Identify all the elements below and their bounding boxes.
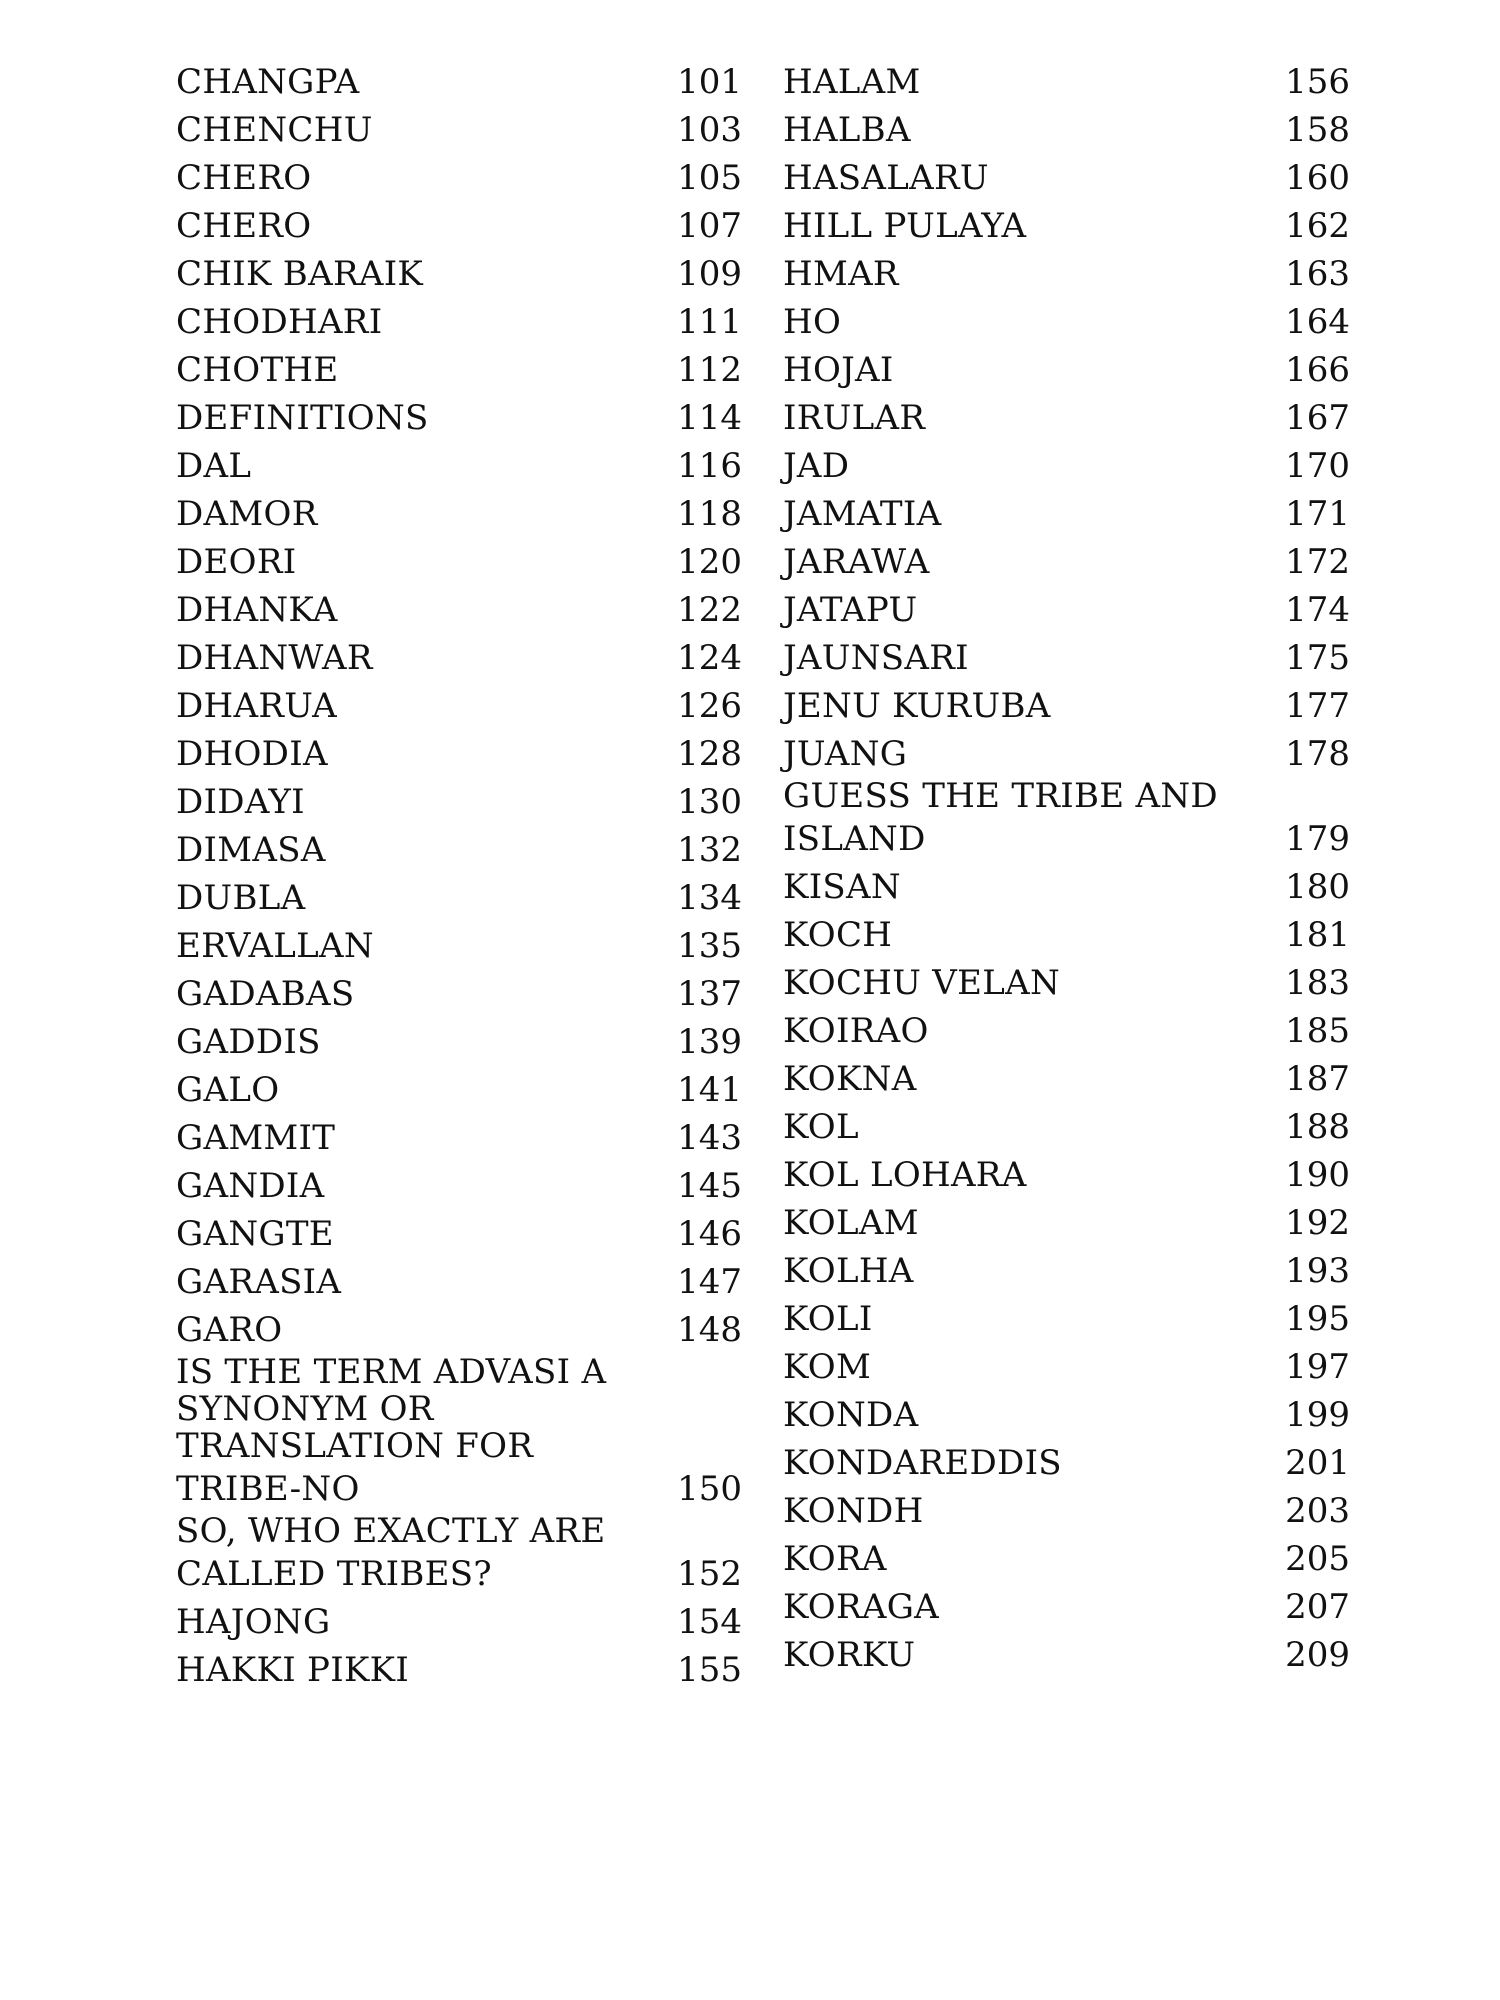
toc-entry-page: 105: [677, 158, 742, 198]
toc-entry-title: DHODIA: [176, 734, 328, 774]
toc-entry-page: 199: [1285, 1395, 1350, 1435]
toc-entry-page: 122: [677, 590, 742, 630]
toc-left-column: [176, 58, 742, 1694]
toc-line: [783, 863, 1350, 911]
toc-entry-title: DIDAYI: [176, 782, 305, 822]
toc-entry-title: TRANSLATION FOR: [176, 1426, 534, 1466]
toc-entry[interactable]: [783, 1151, 1350, 1199]
toc-line: [783, 1343, 1350, 1391]
toc-line: [176, 1018, 742, 1066]
toc-entry-page: 130: [677, 782, 742, 822]
toc-line: [783, 394, 1350, 442]
toc-line: [783, 1583, 1350, 1631]
toc-entry-page: 195: [1285, 1299, 1350, 1339]
toc-entry-title: HMAR: [783, 254, 899, 294]
toc-entry-page: 209: [1285, 1635, 1350, 1675]
toc-entry-page: 126: [677, 686, 742, 726]
toc-line: [176, 106, 742, 154]
toc-entry-multiline[interactable]: [176, 1354, 742, 1513]
toc-entry-page: 203: [1285, 1491, 1350, 1531]
toc-entry[interactable]: [783, 1391, 1350, 1439]
toc-entry-page: 143: [677, 1118, 742, 1158]
toc-entry-title: CHERO: [176, 206, 312, 246]
toc-entry-page: 185: [1285, 1011, 1350, 1051]
toc-entry-title: HALAM: [783, 62, 921, 102]
toc-entry-page: 192: [1285, 1203, 1350, 1243]
toc-entry-title: JAMATIA: [783, 494, 942, 534]
toc-line: [783, 1439, 1350, 1487]
toc-entry[interactable]: [783, 1583, 1350, 1631]
toc-line: [176, 346, 742, 394]
toc-entry-page: 147: [677, 1262, 742, 1302]
toc-entry[interactable]: [176, 634, 742, 682]
toc-entry-title: KISAN: [783, 867, 901, 907]
toc-entry-page: 107: [677, 206, 742, 246]
toc-entry-title: GANDIA: [176, 1166, 325, 1206]
toc-entry-page: 152: [677, 1554, 742, 1594]
toc-entry-page: 193: [1285, 1251, 1350, 1291]
toc-entry-title: KOL: [783, 1107, 859, 1147]
toc-entry-page: 124: [677, 638, 742, 678]
toc-line: [176, 778, 742, 826]
toc-entry[interactable]: [783, 1439, 1350, 1487]
toc-entry-page: 120: [677, 542, 742, 582]
toc-entry[interactable]: [176, 58, 742, 106]
toc-entry[interactable]: [176, 442, 742, 490]
toc-entry[interactable]: [783, 58, 1350, 106]
toc-entry-page: 187: [1285, 1059, 1350, 1099]
toc-line: [783, 1103, 1350, 1151]
toc-entry[interactable]: [176, 490, 742, 538]
toc-line: [176, 202, 742, 250]
toc-line: [176, 538, 742, 586]
toc-entry[interactable]: [783, 250, 1350, 298]
toc-entry[interactable]: [783, 1631, 1350, 1679]
toc-entry-title: KORA: [783, 1539, 887, 1579]
toc-line: [783, 682, 1350, 730]
toc-line: [783, 778, 1350, 815]
toc-entry-title: HOJAI: [783, 350, 894, 390]
toc-entry-title: HO: [783, 302, 842, 342]
toc-entry-page: 146: [677, 1214, 742, 1254]
toc-entry-page: 135: [677, 926, 742, 966]
toc-entry-title: GADABAS: [176, 974, 355, 1014]
toc-line: [783, 959, 1350, 1007]
toc-entry-page: 111: [677, 302, 742, 342]
toc-entry[interactable]: [783, 1343, 1350, 1391]
toc-entry[interactable]: [783, 1007, 1350, 1055]
toc-entry[interactable]: [783, 586, 1350, 634]
toc-entry-page: 109: [677, 254, 742, 294]
toc-entry[interactable]: [783, 1535, 1350, 1583]
toc-entry-page: 167: [1285, 398, 1350, 438]
toc-entry[interactable]: [176, 874, 742, 922]
toc-entry-title: GARO: [176, 1310, 283, 1350]
toc-line: [783, 1535, 1350, 1583]
toc-entry[interactable]: [783, 682, 1350, 730]
toc-entry-page: 166: [1285, 350, 1350, 390]
toc-line: [176, 442, 742, 490]
toc-line: [783, 1247, 1350, 1295]
toc-line: [176, 1306, 742, 1354]
toc-entry-title: IRULAR: [783, 398, 926, 438]
toc-entry-title: HASALARU: [783, 158, 989, 198]
toc-entry-title: GUESS THE TRIBE AND: [783, 776, 1218, 816]
toc-entry[interactable]: [783, 490, 1350, 538]
toc-entry-page: 116: [677, 446, 742, 486]
toc-entry[interactable]: [176, 682, 742, 730]
toc-entry-title: DAL: [176, 446, 252, 486]
toc-line: [176, 1646, 742, 1694]
toc-line: [176, 1258, 742, 1306]
toc-entry-page: 201: [1285, 1443, 1350, 1483]
toc-entry-title: DIMASA: [176, 830, 326, 870]
toc-entry[interactable]: [176, 1210, 742, 1258]
toc-entry-title: CHERO: [176, 158, 312, 198]
toc-entry-page: 178: [1285, 734, 1350, 774]
toc-entry[interactable]: [783, 1199, 1350, 1247]
toc-line: [176, 1210, 742, 1258]
toc-entry-title: HILL PULAYA: [783, 206, 1027, 246]
toc-entry[interactable]: [783, 298, 1350, 346]
toc-line: [176, 58, 742, 106]
toc-line: [783, 634, 1350, 682]
toc-entry-title: KONDH: [783, 1491, 924, 1531]
toc-entry-title: HAJONG: [176, 1602, 331, 1642]
toc-entry-title: KOLAM: [783, 1203, 919, 1243]
toc-entry[interactable]: [176, 106, 742, 154]
toc-entry[interactable]: [783, 346, 1350, 394]
toc-entry-title: KOLHA: [783, 1251, 914, 1291]
toc-entry-title: ISLAND: [783, 819, 926, 859]
toc-entry[interactable]: [783, 106, 1350, 154]
toc-entry[interactable]: [176, 394, 742, 442]
toc-entry-title: DHANKA: [176, 590, 338, 630]
toc-entry-title: DHARUA: [176, 686, 338, 726]
toc-line: [176, 1066, 742, 1114]
toc-entry-title: KOL LOHARA: [783, 1155, 1027, 1195]
toc-line: [783, 442, 1350, 490]
toc-entry[interactable]: [176, 250, 742, 298]
toc-line: [783, 490, 1350, 538]
toc-entry-page: 148: [677, 1310, 742, 1350]
toc-entry-title: JAD: [783, 446, 850, 486]
toc-line: [783, 1199, 1350, 1247]
toc-entry-page: 156: [1285, 62, 1350, 102]
toc-entry[interactable]: [783, 911, 1350, 959]
toc-entry-title: GANGTE: [176, 1214, 334, 1254]
toc-entry-title: KONDA: [783, 1395, 919, 1435]
toc-line: [783, 346, 1350, 394]
toc-entry-title: KOIRAO: [783, 1011, 929, 1051]
toc-entry-page: 118: [677, 494, 742, 534]
toc-entry-page: 172: [1285, 542, 1350, 582]
toc-line: [176, 1428, 742, 1465]
toc-entry-page: 190: [1285, 1155, 1350, 1195]
toc-entry-title: GALO: [176, 1070, 280, 1110]
toc-line: [176, 970, 742, 1018]
toc-entry-title: IS THE TERM ADVASI A: [176, 1352, 607, 1392]
toc-entry-page: 207: [1285, 1587, 1350, 1627]
toc-entry-title: DEORI: [176, 542, 297, 582]
toc-line: [176, 922, 742, 970]
toc-line: [176, 1465, 742, 1513]
toc-entry[interactable]: [783, 634, 1350, 682]
toc-entry-page: 171: [1285, 494, 1350, 534]
toc-entry-page: 205: [1285, 1539, 1350, 1579]
toc-line: [783, 1007, 1350, 1055]
toc-entry-title: SYNONYM OR: [176, 1389, 434, 1429]
toc-line: [783, 1295, 1350, 1343]
toc-entry-title: CHODHARI: [176, 302, 383, 342]
toc-entry[interactable]: [176, 922, 742, 970]
toc-entry-title: JUANG: [783, 734, 908, 774]
toc-line: [176, 298, 742, 346]
toc-entry-page: 128: [677, 734, 742, 774]
toc-entry-page: 175: [1285, 638, 1350, 678]
toc-line: [783, 1055, 1350, 1103]
toc-line: [176, 154, 742, 202]
toc-entry-page: 137: [677, 974, 742, 1014]
toc-line: [783, 58, 1350, 106]
toc-entry[interactable]: [176, 826, 742, 874]
toc-entry-page: 160: [1285, 158, 1350, 198]
toc-entry[interactable]: [176, 1306, 742, 1354]
toc-line: [783, 202, 1350, 250]
toc-entry-title: CHOTHE: [176, 350, 339, 390]
toc-line: [176, 1354, 742, 1391]
toc-entry-title: KORAGA: [783, 1587, 940, 1627]
toc-line: [783, 538, 1350, 586]
toc-entry[interactable]: [176, 1066, 742, 1114]
toc-entry[interactable]: [176, 1114, 742, 1162]
toc-entry-page: 134: [677, 878, 742, 918]
toc-entry-title: GARASIA: [176, 1262, 342, 1302]
toc-line: [176, 394, 742, 442]
toc-line: [176, 1513, 742, 1550]
toc-right-column: [783, 58, 1350, 1679]
toc-line: [176, 634, 742, 682]
toc-entry[interactable]: [783, 1247, 1350, 1295]
toc-entry-page: 158: [1285, 110, 1350, 150]
toc-entry-title: GAMMIT: [176, 1118, 336, 1158]
toc-entry-page: 145: [677, 1166, 742, 1206]
toc-line: [783, 250, 1350, 298]
toc-line: [176, 1114, 742, 1162]
toc-entry-title: JATAPU: [783, 590, 918, 630]
toc-line: [176, 1550, 742, 1598]
toc-entry-page: 114: [677, 398, 742, 438]
toc-line: [176, 682, 742, 730]
toc-entry-multiline[interactable]: [176, 1513, 742, 1598]
toc-entry[interactable]: [783, 394, 1350, 442]
toc-entry-title: DUBLA: [176, 878, 306, 918]
toc-entry-title: DAMOR: [176, 494, 318, 534]
toc-entry[interactable]: [176, 778, 742, 826]
toc-entry[interactable]: [783, 730, 1350, 778]
toc-entry-title: JAUNSARI: [783, 638, 969, 678]
toc-entry[interactable]: [783, 1487, 1350, 1535]
toc-entry[interactable]: [176, 586, 742, 634]
toc-line: [783, 1487, 1350, 1535]
toc-entry[interactable]: [176, 1646, 742, 1694]
toc-entry-page: 101: [677, 62, 742, 102]
toc-entry-title: KOKNA: [783, 1059, 917, 1099]
toc-line: [783, 298, 1350, 346]
toc-entry[interactable]: [783, 1295, 1350, 1343]
toc-entry[interactable]: [176, 1018, 742, 1066]
toc-entry-page: 179: [1285, 819, 1350, 859]
toc-entry[interactable]: [783, 202, 1350, 250]
toc-line: [783, 815, 1350, 863]
toc-entry-page: 183: [1285, 963, 1350, 1003]
toc-entry-title: CALLED TRIBES?: [176, 1554, 492, 1594]
toc-entry-page: 112: [677, 350, 742, 390]
toc-entry[interactable]: [176, 1258, 742, 1306]
toc-line: [176, 1598, 742, 1646]
toc-entry-page: 180: [1285, 867, 1350, 907]
toc-line: [783, 1631, 1350, 1679]
toc-line: [176, 874, 742, 922]
toc-line: [176, 490, 742, 538]
toc-entry[interactable]: [176, 538, 742, 586]
toc-line: [783, 911, 1350, 959]
toc-entry-page: 164: [1285, 302, 1350, 342]
toc-entry[interactable]: [783, 538, 1350, 586]
toc-entry-title: KOCH: [783, 915, 893, 955]
toc-entry-page: 170: [1285, 446, 1350, 486]
toc-line: [783, 1391, 1350, 1439]
toc-entry-title: KOCHU VELAN: [783, 963, 1061, 1003]
toc-entry-page: 139: [677, 1022, 742, 1062]
toc-entry-page: 150: [677, 1469, 742, 1509]
toc-entry-title: TRIBE-NO: [176, 1469, 360, 1509]
toc-entry[interactable]: [783, 442, 1350, 490]
toc-entry[interactable]: [176, 202, 742, 250]
toc-entry-title: DHANWAR: [176, 638, 373, 678]
toc-entry-page: 155: [677, 1650, 742, 1690]
toc-entry[interactable]: [783, 959, 1350, 1007]
toc-entry-page: 197: [1285, 1347, 1350, 1387]
toc-entry-page: 163: [1285, 254, 1350, 294]
toc-entry-title: SO, WHO EXACTLY ARE: [176, 1511, 606, 1551]
toc-entry[interactable]: [176, 1162, 742, 1210]
toc-entry[interactable]: [176, 346, 742, 394]
toc-entry[interactable]: [783, 1103, 1350, 1151]
toc-entry-page: 141: [677, 1070, 742, 1110]
toc-line: [176, 730, 742, 778]
toc-entry[interactable]: [783, 154, 1350, 202]
toc-entry-page: 177: [1285, 686, 1350, 726]
toc-entry[interactable]: [176, 970, 742, 1018]
toc-entry-title: KORKU: [783, 1635, 916, 1675]
toc-entry[interactable]: [176, 154, 742, 202]
toc-entry-title: CHANGPA: [176, 62, 360, 102]
toc-entry-title: KONDAREDDIS: [783, 1443, 1062, 1483]
toc-entry-title: GADDIS: [176, 1022, 321, 1062]
toc-line: [783, 1151, 1350, 1199]
toc-line: [176, 1391, 742, 1428]
toc-entry-title: CHENCHU: [176, 110, 373, 150]
toc-entry[interactable]: [176, 730, 742, 778]
toc-entry-title: JENU KURUBA: [783, 686, 1051, 726]
toc-entry-title: KOLI: [783, 1299, 873, 1339]
toc-line: [783, 586, 1350, 634]
toc-entry-title: DEFINITIONS: [176, 398, 429, 438]
toc-entry-multiline[interactable]: [783, 778, 1350, 863]
toc-entry[interactable]: [176, 1598, 742, 1646]
toc-entry-title: CHIK BARAIK: [176, 254, 424, 294]
toc-entry-title: ERVALLAN: [176, 926, 374, 966]
toc-line: [176, 1162, 742, 1210]
toc-entry-title: KOM: [783, 1347, 872, 1387]
toc-entry-title: HAKKI PIKKI: [176, 1650, 410, 1690]
toc-entry[interactable]: [783, 863, 1350, 911]
toc-entry-page: 174: [1285, 590, 1350, 630]
toc-entry-title: JARAWA: [783, 542, 930, 582]
toc-line: [176, 250, 742, 298]
toc-line: [176, 826, 742, 874]
toc-entry[interactable]: [176, 298, 742, 346]
toc-entry-page: 162: [1285, 206, 1350, 246]
toc-entry-page: 103: [677, 110, 742, 150]
toc-entry-page: 154: [677, 1602, 742, 1642]
toc-line: [783, 730, 1350, 778]
toc-entry-title: HALBA: [783, 110, 911, 150]
toc-entry[interactable]: [783, 1055, 1350, 1103]
toc-line: [176, 586, 742, 634]
toc-entry-page: 132: [677, 830, 742, 870]
toc-entry-page: 181: [1285, 915, 1350, 955]
toc-entry-page: 188: [1285, 1107, 1350, 1147]
toc-line: [783, 106, 1350, 154]
toc-line: [783, 154, 1350, 202]
